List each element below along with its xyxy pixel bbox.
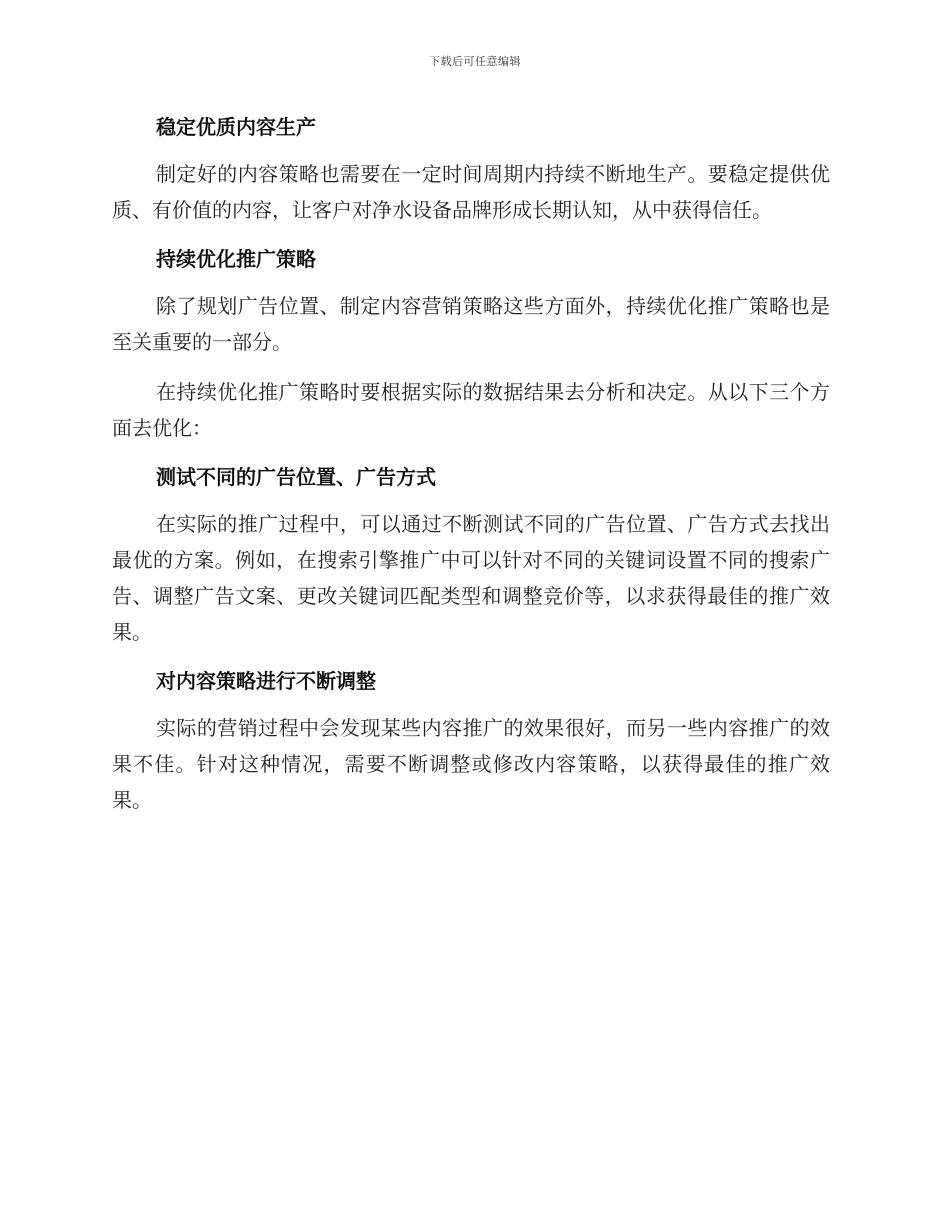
paragraph-optimize-strategy-2: 在持续优化推广策略时要根据实际的数据结果去分析和决定。从以下三个方面去优化： xyxy=(112,380,830,440)
section-heading-test-ad-placements: 测试不同的广告位置、广告方式 xyxy=(156,465,436,489)
section-heading-optimize-strategy: 持续优化推广策略 xyxy=(156,247,316,271)
paragraph-optimize-strategy-1: 除了规划广告位置、制定内容营销策略这些方面外，持续优化推广策略也是至关重要的一部分。 xyxy=(112,294,830,354)
document-body xyxy=(112,110,830,818)
section-heading-adjust-content: 对内容策略进行不断调整 xyxy=(156,669,376,693)
paragraph-test-ad-placements: 在实际的推广过程中，可以通过不断测试不同的广告位置、广告方式去找出最优的方案。例如，在搜索引擎推广中可以针对不同的关键词设置不同的搜索广告、调整广告文案、更改关键词匹配类型和调整竞价等，以求获得最佳的推广效果。 xyxy=(112,512,830,644)
page-header: 下载后可任意编辑 xyxy=(429,55,521,68)
paragraph-adjust-content: 实际的营销过程中会发现某些内容推广的效果很好，而另一些内容推广的效果不佳。针对这种情况，需要不断调整或修改内容策略，以获得最佳的推广效果。 xyxy=(112,716,830,812)
paragraph-stable-content: 制定好的内容策略也需要在一定时间周期内持续不断地生产。要稳定提供优质、有价值的内容，让客户对净水设备品牌形成长期认知，从中获得信任。 xyxy=(112,162,830,222)
section-heading-stable-content: 稳定优质内容生产 xyxy=(156,115,316,139)
